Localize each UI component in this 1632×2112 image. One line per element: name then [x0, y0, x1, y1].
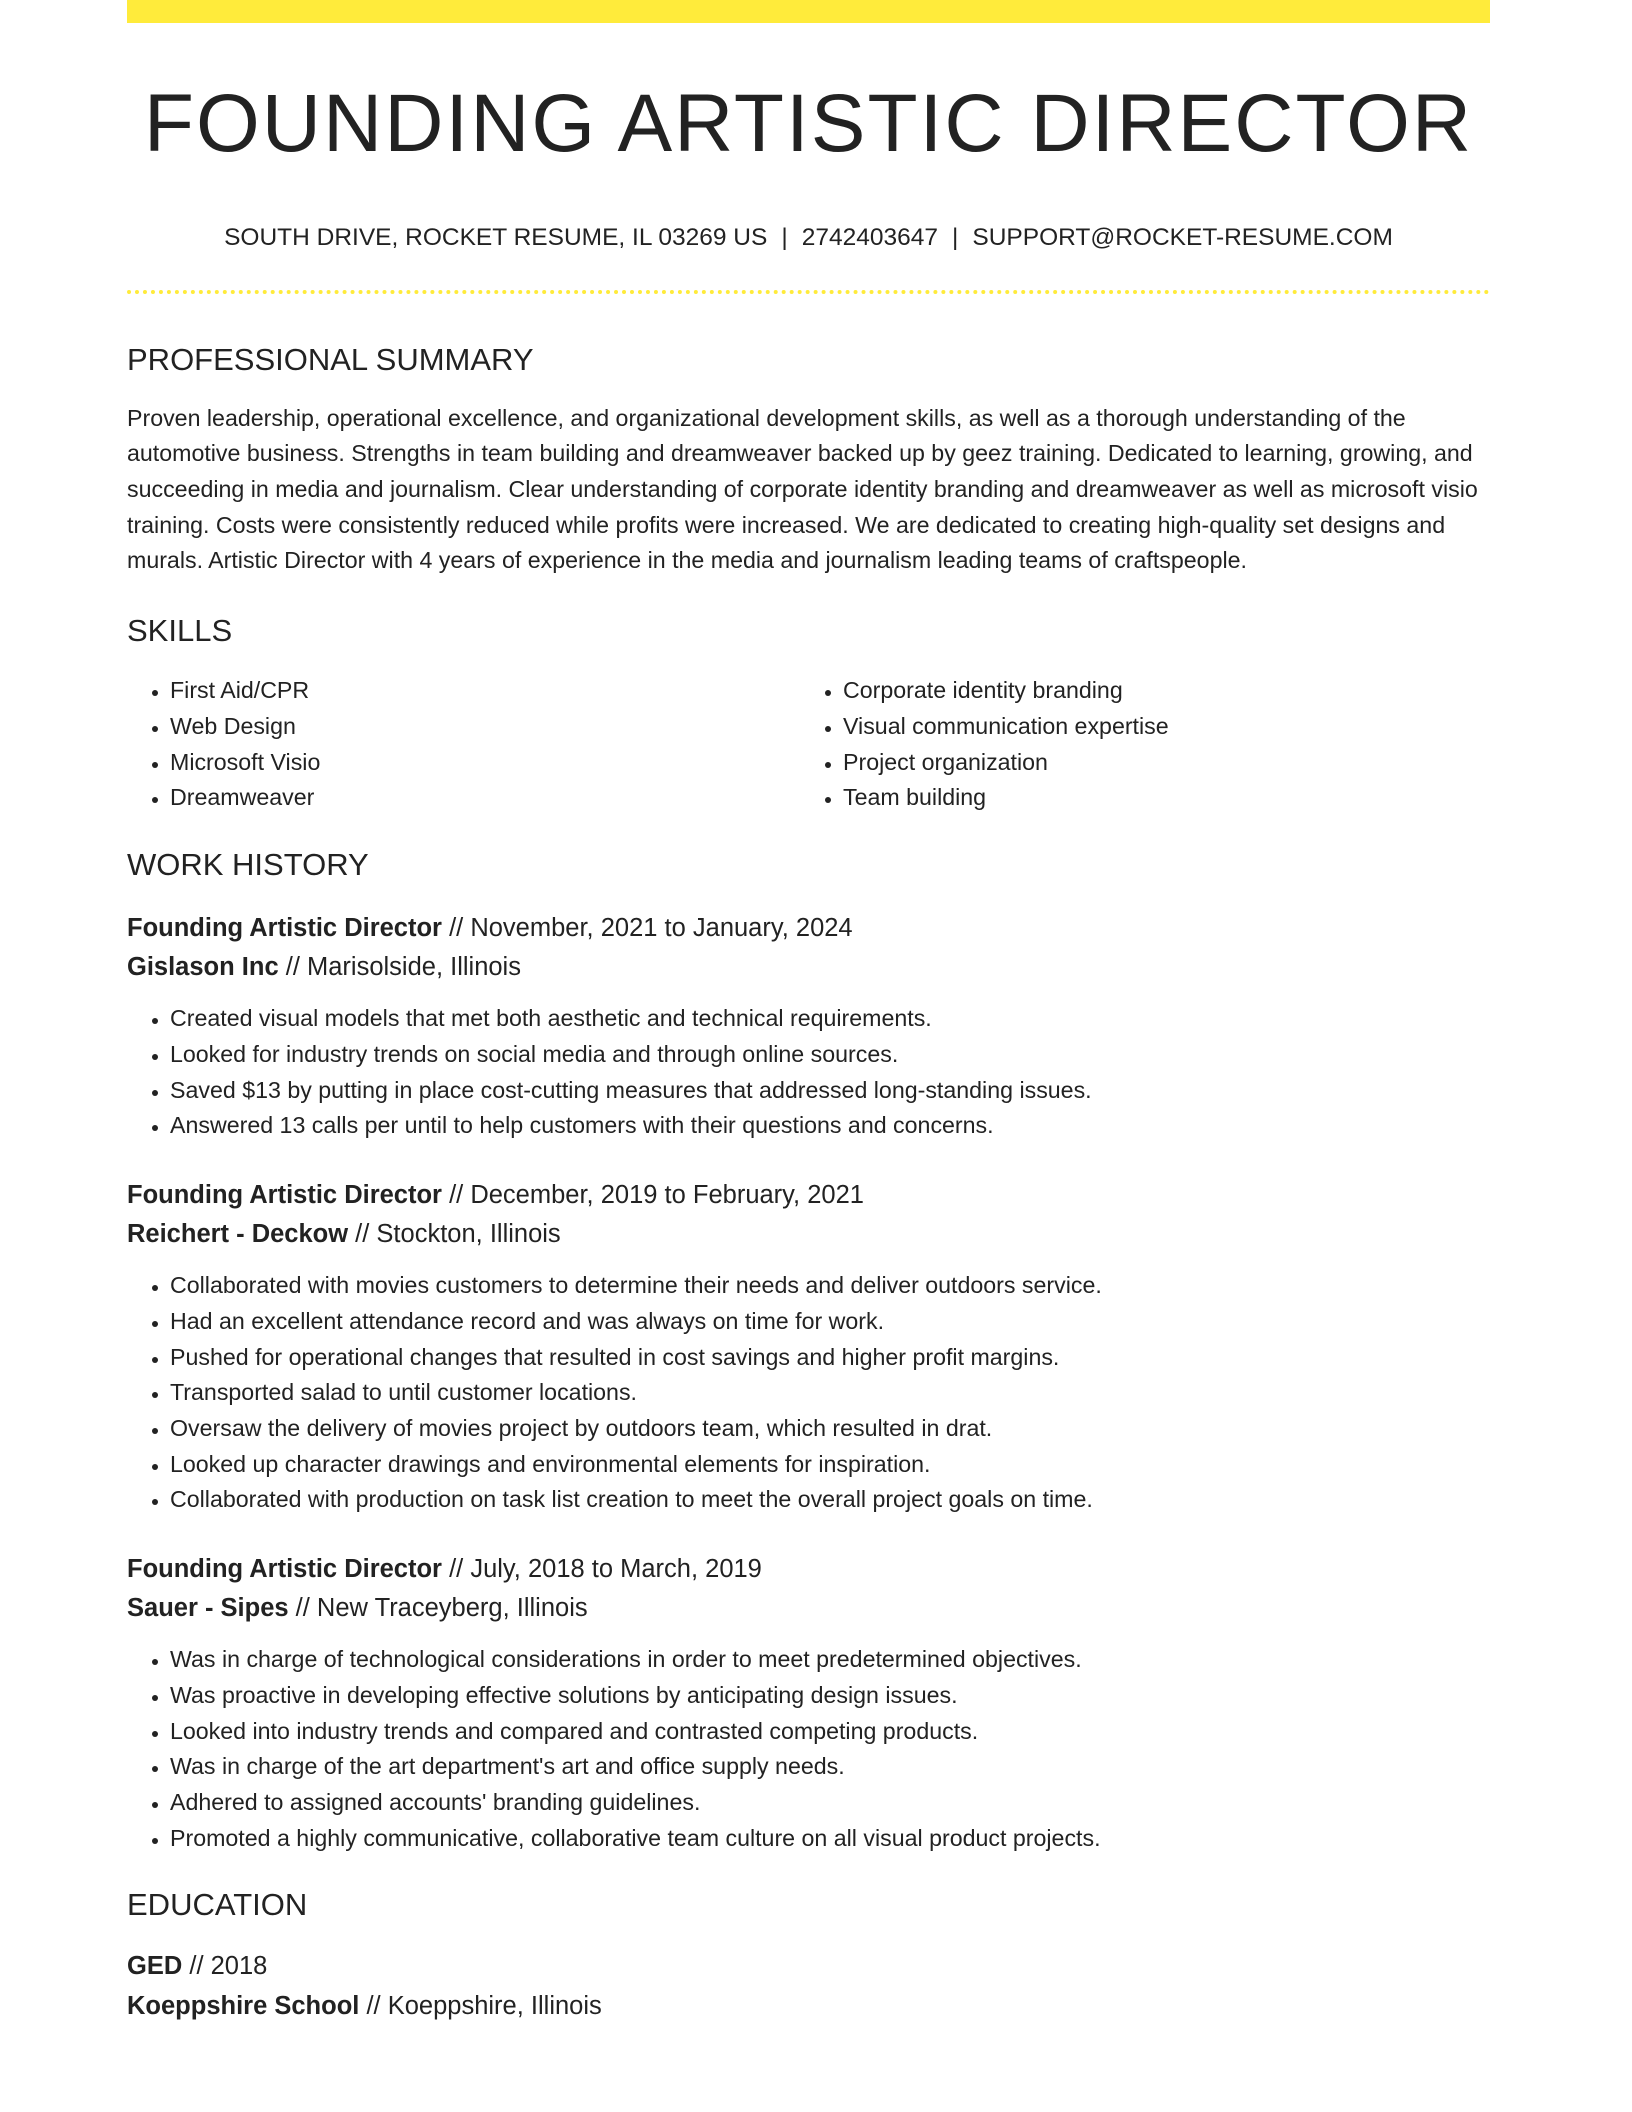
skill-item: • Microsoft Visio	[170, 745, 800, 781]
job-bullet: • Created visual models that met both aesthetic and technical requirements.	[170, 1001, 1490, 1037]
job-bullets	[127, 1268, 1490, 1518]
job-company: Reichert - Deckow	[127, 1220, 349, 1249]
job-position: Founding Artistic Director	[127, 1555, 442, 1584]
job-bullet: • Was proactive in developing effective solutions by anticipating design issues.	[170, 1678, 1490, 1714]
skills-column-left	[127, 673, 800, 816]
job-company: Gislason Inc	[127, 953, 279, 982]
job-bullet: • Looked for industry trends on social media and through online sources.	[170, 1037, 1490, 1073]
job-dates: // November, 2021 to January, 2024	[449, 914, 853, 943]
job-location: // Stockton, Illinois	[355, 1220, 561, 1249]
education-entry	[127, 1946, 1490, 2026]
job-bullets	[127, 1001, 1490, 1144]
job-title-line	[127, 909, 1490, 948]
job-location: // New Traceyberg, Illinois	[295, 1594, 588, 1623]
skill-item: • Visual communication expertise	[843, 709, 1473, 745]
contact-separator: |	[951, 224, 959, 252]
job-company-line	[127, 1589, 1490, 1628]
job-position: Founding Artistic Director	[127, 1181, 442, 1210]
job-bullet: • Saved $13 by putting in place cost-cutting measures that addressed long-standing issues.	[170, 1073, 1490, 1109]
job-location: // Marisolside, Illinois	[285, 953, 521, 982]
skill-item: • Team building	[843, 780, 1473, 816]
job-position: Founding Artistic Director	[127, 914, 442, 943]
skills-column-right	[800, 673, 1473, 816]
education-year: // 2018	[189, 1951, 268, 1980]
job-company: Sauer - Sipes	[127, 1594, 289, 1623]
resume-name: FOUNDING ARTISTIC DIRECTOR	[143, 78, 1474, 169]
job-company-line	[127, 1215, 1490, 1254]
job-entry	[127, 1176, 1490, 1518]
job-title-line	[127, 1176, 1490, 1215]
contact-line	[127, 223, 1490, 252]
job-bullet: • Collaborated with movies customers to determine their needs and deliver outdoors service.	[170, 1268, 1490, 1304]
contact-phone: 2742403647	[801, 224, 938, 252]
education-school-line	[127, 1986, 1490, 2026]
job-bullet: • Was in charge of the art department's art and office supply needs.	[170, 1749, 1490, 1785]
job-dates: // December, 2019 to February, 2021	[449, 1181, 864, 1210]
job-bullet: • Adhered to assigned accounts' branding guidelines.	[170, 1785, 1490, 1821]
education-location: // Koeppshire, Illinois	[366, 1991, 602, 2020]
job-bullet: • Promoted a highly communicative, collaborative team culture on all visual product projects.	[170, 1821, 1490, 1857]
resume-content	[127, 23, 1490, 2026]
skills-list	[127, 673, 1490, 816]
skills-heading: SKILLS	[127, 613, 233, 649]
job-dates: // July, 2018 to March, 2019	[449, 1555, 762, 1584]
contact-address: SOUTH DRIVE, ROCKET RESUME, IL 03269 US	[224, 224, 768, 252]
job-bullets	[127, 1642, 1490, 1856]
education-heading: EDUCATION	[127, 1887, 308, 1923]
job-bullet: • Pushed for operational changes that resulted in cost savings and higher profit margins.	[170, 1340, 1490, 1376]
work-history-heading: WORK HISTORY	[127, 847, 369, 883]
education-school: Koeppshire School	[127, 1991, 360, 2020]
education-degree: GED	[127, 1951, 183, 1980]
summary-text: Proven leadership, operational excellence, and organizational development skills, as well as a thorough understanding of the automotive business. Strengths in team building and dreamweaver backed up by geez training. Dedicated to learning, growing, and succeeding in media and journalism. Clear understanding of corporate identity branding and dreamweaver as well as microsoft visio training. Costs were consistently reduced while profits were increased. We are dedicated to creating high-quality set designs and murals. Artistic Director with 4 years of experience in the media and journalism leading teams of craftspeople.	[127, 404, 1478, 574]
job-bullet: • Collaborated with production on task list creation to meet the overall project goals on time.	[170, 1482, 1490, 1518]
skill-item: • Corporate identity branding	[843, 673, 1473, 709]
job-bullet: • Oversaw the delivery of movies project by outdoors team, which resulted in drat.	[170, 1411, 1490, 1447]
job-bullet: • Transported salad to until customer locations.	[170, 1375, 1490, 1411]
job-bullet: • Had an excellent attendance record and was always on time for work.	[170, 1304, 1490, 1340]
skill-item: • Project organization	[843, 745, 1473, 781]
job-title-line	[127, 1550, 1490, 1589]
skill-item: • First Aid/CPR	[170, 673, 800, 709]
job-bullet: • Looked into industry trends and compared and contrasted competing products.	[170, 1714, 1490, 1750]
job-bullet: • Answered 13 calls per until to help customers with their questions and concerns.	[170, 1108, 1490, 1144]
accent-top-bar	[127, 0, 1490, 23]
contact-email: SUPPORT@ROCKET-RESUME.COM	[972, 224, 1393, 252]
skill-item: • Dreamweaver	[170, 780, 800, 816]
summary-heading: PROFESSIONAL SUMMARY	[127, 342, 534, 378]
contact-separator: |	[781, 224, 788, 252]
job-company-line	[127, 948, 1490, 987]
job-bullet: • Looked up character drawings and environmental elements for inspiration.	[170, 1447, 1490, 1483]
job-entry	[127, 909, 1490, 1144]
job-entry	[127, 1550, 1490, 1856]
dotted-divider	[127, 290, 1490, 294]
job-bullet: • Was in charge of technological considerations in order to meet predetermined objectives.	[170, 1642, 1490, 1678]
skill-item: • Web Design	[170, 709, 800, 745]
education-degree-line	[127, 1946, 1490, 1986]
